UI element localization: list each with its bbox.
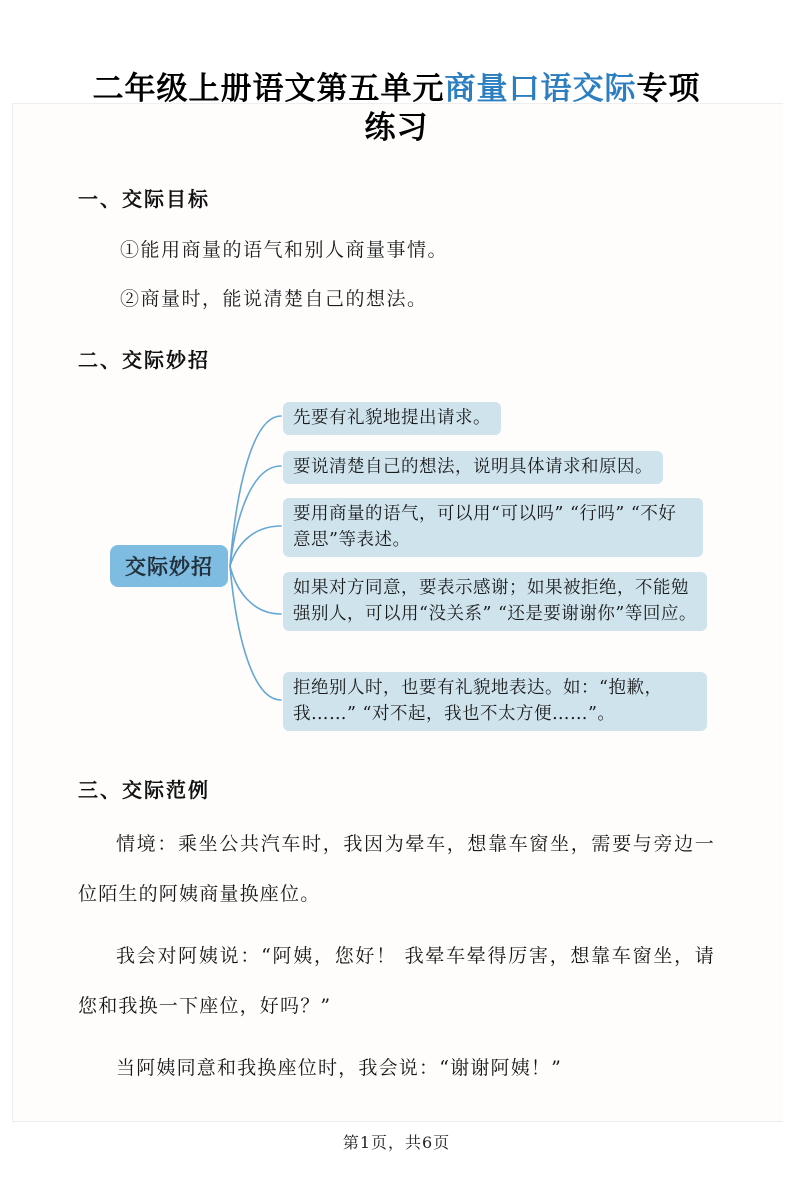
example-paragraph-1: 情境：乘坐公共汽车时，我因为晕车，想靠车窗坐，需要与旁边一位陌生的阿姨商量换座位。 <box>78 832 715 905</box>
section2-heading: 二、交际妙招 <box>78 347 210 372</box>
example-paragraph-2: 我会对阿姨说：“阿姨，您好！ 我晕车晕得厉害，想靠车窗坐，请您和我换一下座位，好吗？” <box>78 944 715 1017</box>
tip-bubble-5: 拒绝别人时，也要有礼貌地表达。如：“抱歉，我……” “对不起，我也不太方便……”。 <box>283 672 707 731</box>
page-number-footer: 第1页，共6页 <box>342 1133 451 1152</box>
example-paragraph-3: 当阿姨同意和我换座位时，我会说：“谢谢阿姨！” <box>116 1056 563 1079</box>
worksheet-content <box>0 70 793 1093</box>
mindmap-diagram <box>0 387 793 745</box>
tip-bubble-2: 要说清楚自己的想法，说明具体请求和原因。 <box>283 451 663 484</box>
goal-item-1: ①能用商量的语气和别人商量事情。 <box>120 238 449 261</box>
title-part1: 二年级上册语文第五单元 <box>92 71 445 107</box>
mindmap-root-node: 交际妙招 <box>110 545 228 587</box>
title-highlight: 商量口语交际 <box>444 71 637 107</box>
goal-item-2: ②商量时，能说清楚自己的想法。 <box>120 288 428 311</box>
tip-bubble-3: 要用商量的语气，可以用“可以吗” “行吗” “不好意思”等表述。 <box>283 498 703 557</box>
section1-heading: 一、交际目标 <box>78 186 210 211</box>
tip-bubble-4: 如果对方同意，要表示感谢；如果被拒绝，不能勉强别人，可以用“没关系” “还是要谢谢你”等回应。 <box>283 572 707 631</box>
tip-bubble-1: 先要有礼貌地提出请求。 <box>283 402 501 435</box>
connector-line-4 <box>230 566 281 614</box>
connector-line-3 <box>230 526 281 566</box>
connector-line-2 <box>230 466 281 566</box>
section3-heading: 三、交际范例 <box>78 777 210 802</box>
page-title <box>78 70 715 148</box>
connector-line-1 <box>230 416 281 566</box>
title-part2: 专项练习 <box>364 71 701 146</box>
